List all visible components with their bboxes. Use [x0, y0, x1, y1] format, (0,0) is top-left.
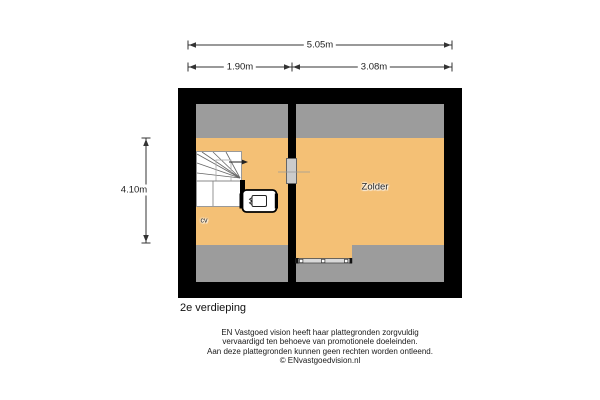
- total-width-dimension-label: 5.05m: [304, 40, 336, 51]
- roof-slope-band-below-window: [296, 263, 352, 282]
- height-dimension-label: 4.10m: [118, 185, 150, 196]
- roof-slope-band-bottom-left: [196, 245, 288, 282]
- stairwell-box: [196, 151, 242, 207]
- floor-title: 2e verdieping: [180, 302, 247, 314]
- floor-plan: [178, 88, 462, 298]
- disclaimer-line-1: EN Vastgoed vision heeft haar plattegronden zorgvuldig: [221, 328, 419, 337]
- roof-slope-band-top: [196, 104, 444, 138]
- disclaimer-line-2: vervaardigd ten behoeve van promotionele doeleinden.: [222, 337, 418, 347]
- disclaimer-line-3: Aan deze plattegronden kunnen geen rechten worden ontleend.: [207, 346, 433, 356]
- disclaimer: [90, 328, 550, 365]
- cv-boiler-label: cv: [200, 217, 208, 225]
- divider-wall: [288, 88, 296, 298]
- attic-room-label: Zolder: [361, 181, 389, 193]
- copyright: © ENvastgoedvision.nl: [279, 355, 361, 365]
- right-width-dimension-label: 3.08m: [358, 62, 390, 73]
- roof-slope-band-bottom-right: [352, 245, 444, 282]
- left-width-dimension-label: 1.90m: [224, 62, 256, 73]
- door-icon: [286, 158, 297, 184]
